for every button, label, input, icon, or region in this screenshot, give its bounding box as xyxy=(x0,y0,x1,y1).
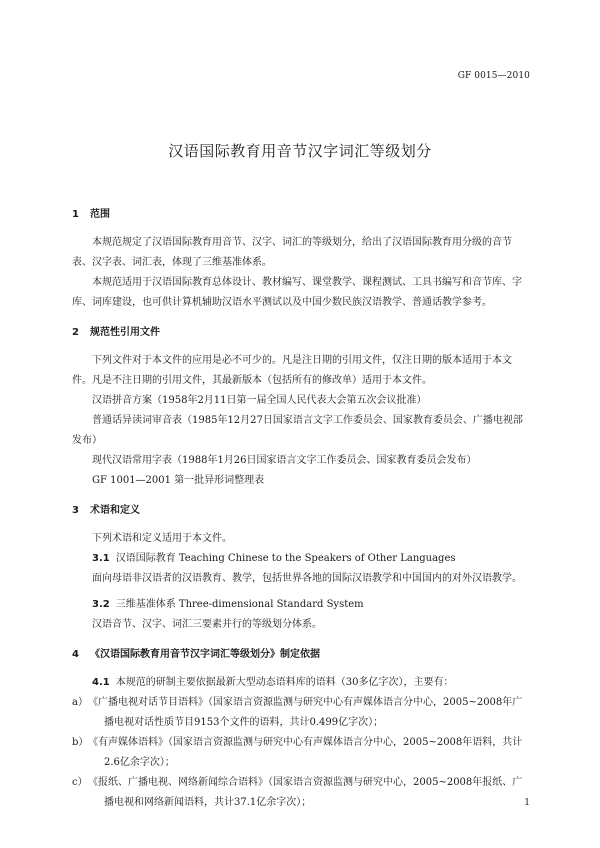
reference-item: GF 1001—2001 第一批异形词整理表 xyxy=(92,475,265,486)
term-name: 三维基准体系 Three-dimensional Standard System xyxy=(115,599,364,610)
list-marker: c） xyxy=(72,777,88,788)
document-body xyxy=(72,205,530,813)
reference-item: 普通话异读词审音表（1985年12月27日国家语言文字工作委员会、国家教育委员会、广播电视部发布） xyxy=(72,415,523,446)
reference-item: 汉语拼音方案（1958年2月11日第一届全国人民代表大会第五次会议批准） xyxy=(92,395,427,406)
section-4-heading xyxy=(72,645,530,667)
clause-4-1 xyxy=(72,673,530,693)
term-number: 3.2 xyxy=(92,599,110,610)
list-item xyxy=(72,733,530,773)
section-number: 1 xyxy=(72,209,79,220)
list-marker: b） xyxy=(72,737,89,748)
section-3-heading xyxy=(72,501,530,523)
section-1-paragraph-1: 本规范规定了汉语国际教育用音节、汉字、词汇的等级划分，给出了汉语国际教育用分级的音节表、汉字表、词汇表，体现了三维基准体系。 xyxy=(72,237,512,268)
term-3-2-definition: 汉语音节、汉字、词汇三要素并行的等级划分体系。 xyxy=(92,619,322,630)
section-2-heading xyxy=(72,323,530,345)
list-item-text: 《有声媒体语料》（国家语言资源监测与研究中心有声媒体语言分中心，2005~2008年语料，共计2.6亿余字次）； xyxy=(88,737,523,768)
term-number: 3.1 xyxy=(92,553,110,564)
reference-item: 现代汉语常用字表（1988年1月26日国家语言文字工作委员会、国家教育委员会发布） xyxy=(92,455,477,466)
section-title: 规范性引用文件 xyxy=(90,327,160,338)
section-title: 《汉语国际教育用音节汉字词汇等级划分》制定依据 xyxy=(90,649,320,660)
list-item xyxy=(72,693,530,733)
list-item-text: 《广播电视对话节目语料》（国家语言资源监测与研究中心有声媒体语言分中心，2005~2008年广播电视对话性质节目9153个文件的语料，共计0.499亿字次）； xyxy=(88,697,523,728)
section-number: 2 xyxy=(72,327,79,338)
list-marker: a） xyxy=(72,697,88,708)
section-1-paragraph-2: 本规范适用于汉语国际教育总体设计、教材编写、课堂教学、课程测试、工具书编写和音节库、字库、词库建设，也可供计算机辅助汉语水平测试以及中国少数民族汉语教学、普通话教学参考。 xyxy=(72,277,522,308)
section-1-heading xyxy=(72,205,530,227)
section-number: 4 xyxy=(72,649,79,660)
list-item xyxy=(72,773,530,813)
list-item-text: 《报纸、广播电视、网络新闻综合语料》（国家语言资源监测与研究中心，2005~2008年报纸、广播电视和网络新闻语料，共计37.1亿余字次）； xyxy=(88,777,523,808)
term-3-1-definition: 面向母语非汉语者的汉语教育、教学，包括世界各地的国际汉语教学和中国国内的对外汉语教学。 xyxy=(92,573,522,584)
term-3-2 xyxy=(72,595,530,615)
section-3-intro: 下列术语和定义适用于本文件。 xyxy=(92,533,232,544)
clause-text: 本规范的研制主要依据最新大型动态语料库的语料（30多亿字次），主要有： xyxy=(115,677,454,688)
section-2-paragraph: 下列文件对于本文件的应用是必不可少的。凡是注日期的引用文件，仅注日期的版本适用于本文件。凡是不注日期的引用文件，其最新版本（包括所有的修改单）适用于本文件。 xyxy=(72,355,512,386)
term-3-1 xyxy=(72,549,530,569)
document-title: 汉语国际教育用音节汉字词汇等级划分 xyxy=(168,142,432,160)
standard-code: GF 0015—2010 xyxy=(457,71,530,81)
clause-number: 4.1 xyxy=(92,677,110,688)
section-title: 术语和定义 xyxy=(90,505,140,516)
term-name: 汉语国际教育 Teaching Chinese to the Speakers of Other Languages xyxy=(115,553,456,564)
section-title: 范围 xyxy=(90,209,110,220)
page-number: 1 xyxy=(524,798,530,808)
section-number: 3 xyxy=(72,505,79,516)
